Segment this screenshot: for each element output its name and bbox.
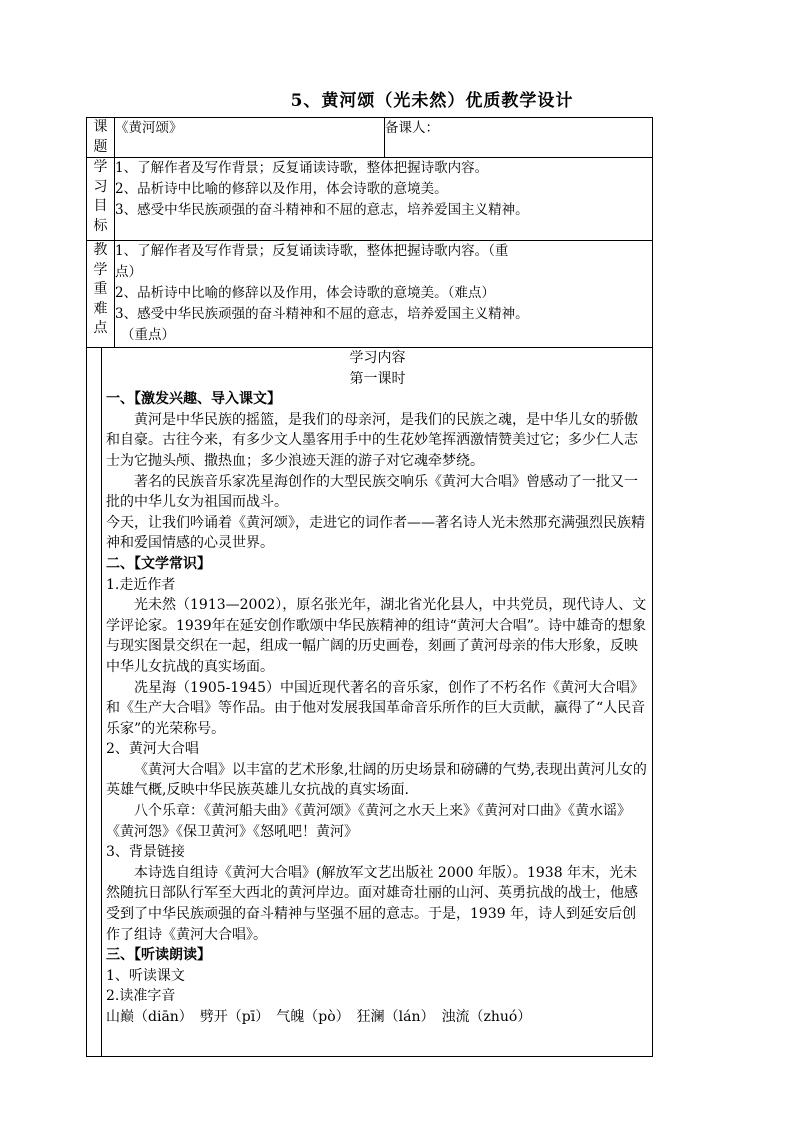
topic-label: 课 题 xyxy=(87,118,115,158)
content-body xyxy=(102,348,652,1056)
keypoints-content xyxy=(115,241,653,348)
paragraph: 今天，让我们吟诵着《黄河颂》，走进它的词作者——著名诗人光未然那充满强烈民族精神和爱国情感的心灵世界。 xyxy=(106,514,645,552)
keypoint-line: 点） xyxy=(115,264,142,280)
goal-item: 1、了解作者及写作背景；反复诵读诗歌，整体把握诗歌内容。 xyxy=(115,160,489,176)
goals-row xyxy=(87,158,653,241)
topic-value: 《黄河颂》 xyxy=(115,118,385,158)
content-row xyxy=(87,348,653,1057)
topic-row xyxy=(87,118,653,158)
paragraph: 冼星海（1905-1945）中国近现代著名的音乐家，创作了不朽名作《黄河大合唱》和《生产大合唱》等作品。由于他对发展我国革命音乐所作的巨大贡献，赢得了“人民音乐家”的光荣称号。 xyxy=(106,679,646,737)
keypoint-line: 2、品析诗中比喻的修辞以及作用，体会诗歌的意境美。（难点） xyxy=(115,285,495,301)
paragraph: 八个乐章：《黄河船夫曲》《黄河颂》《黄河之水天上来》《黄河对口曲》《黄水谣》《黄河怨》《保卫黄河》《怒吼吧！黄河》 xyxy=(106,803,631,840)
paragraph: 黄河是中华民族的摇篮，是我们的母亲河，是我们的民族之魂，是中华儿女的骄傲和自豪。古往今来，有多少文人墨客用手中的生花妙笔挥洒激情赞美过它；多少仁人志士为它抛头颅、撒热血；多少浪迹天涯的游子对它魂牵梦绕。 xyxy=(106,411,638,469)
goal-item: 3、感受中华民族顽强的奋斗精神和不屈的意志，培养爱国主义精神。 xyxy=(115,202,529,218)
lesson-label: 第一课时 xyxy=(349,370,406,387)
paragraph: 光未然（1913—2002），原名张光年，湖北省光化县人，中共党员，现代诗人、文学评论家。1939年在延安创作歌颂中华民族精神的组诗“黄河大合唱”。诗中雄奇的想象与现实图景交织在一起，组成一幅广阔的历史画卷，刻画了黄河母亲的伟大形象，反映中华儿女抗战的真实场面。 xyxy=(106,597,647,675)
goal-item: 2、品析诗中比喻的修辞以及作用，体会诗歌的意境美。 xyxy=(115,181,448,197)
keypoints-row xyxy=(87,241,653,348)
goals-content xyxy=(115,158,653,241)
subheading: 2.读准字音 xyxy=(106,988,176,1005)
lesson-plan-table xyxy=(86,117,653,1057)
preparer-cell: 备课人： xyxy=(385,118,653,158)
keypoint-line: 1、了解作者及写作背景；反复诵读诗歌，整体把握诗歌内容。（重 xyxy=(115,243,509,259)
content-cell xyxy=(87,348,653,1057)
paragraph: 著名的民族音乐家冼星海创作的大型民族交响乐《黄河大合唱》曾感动了一批又一批的中华儿女为祖国而战斗。 xyxy=(106,473,638,511)
keypoints-label: 教 学 重 难 点 xyxy=(87,241,115,348)
subheading: 2、黄河大合唱 xyxy=(106,741,199,758)
paragraph: 本诗选自组诗《黄河大合唱》(解放军文艺出版社 2000 年版）。1938 年末，光未然随抗日部队行军至大西北的黄河岸边。面对雄奇壮丽的山河、英勇抗战的战士，他感受到了中华民族顽强的奋斗精神与坚强不屈的意志。于是，1939 年，诗人到延安后创作了组诗《黄河大合唱》。 xyxy=(106,864,638,943)
section-2-title: 二、【文学常识】 xyxy=(106,555,211,572)
keypoint-line: （重点） xyxy=(121,327,175,343)
paragraph: 《黄河大合唱》以丰富的艺术形象,壮阔的历史场景和磅礴的气势,表现出黄河儿女的英雄气概,反映中华民族英雄儿女抗战的真实场面. xyxy=(106,761,647,799)
section-1-title: 一、【激发兴趣、导入课文】 xyxy=(106,391,281,408)
content-heading: 学习内容 xyxy=(349,350,406,366)
section-3-title: 三、【听读朗读】 xyxy=(106,947,211,964)
subheading: 1.走近作者 xyxy=(106,576,176,593)
keypoint-line: 3、感受中华民族顽强的奋斗精神和不屈的意志，培养爱国主义精神。 xyxy=(115,306,529,322)
goals-label: 学 习 目 标 xyxy=(87,158,115,241)
content-margin xyxy=(87,348,102,1056)
subheading: 1、听读课文 xyxy=(106,967,185,984)
subheading: 3、背景链接 xyxy=(106,844,185,861)
pinyin-words: 山巅（diān） 劈开（pī） 气魄（pò） 狂澜（lán） 浊流（zhuó） xyxy=(106,1009,532,1025)
page-title: 5、黄河颂（光未然）优质教学设计 xyxy=(290,91,574,111)
